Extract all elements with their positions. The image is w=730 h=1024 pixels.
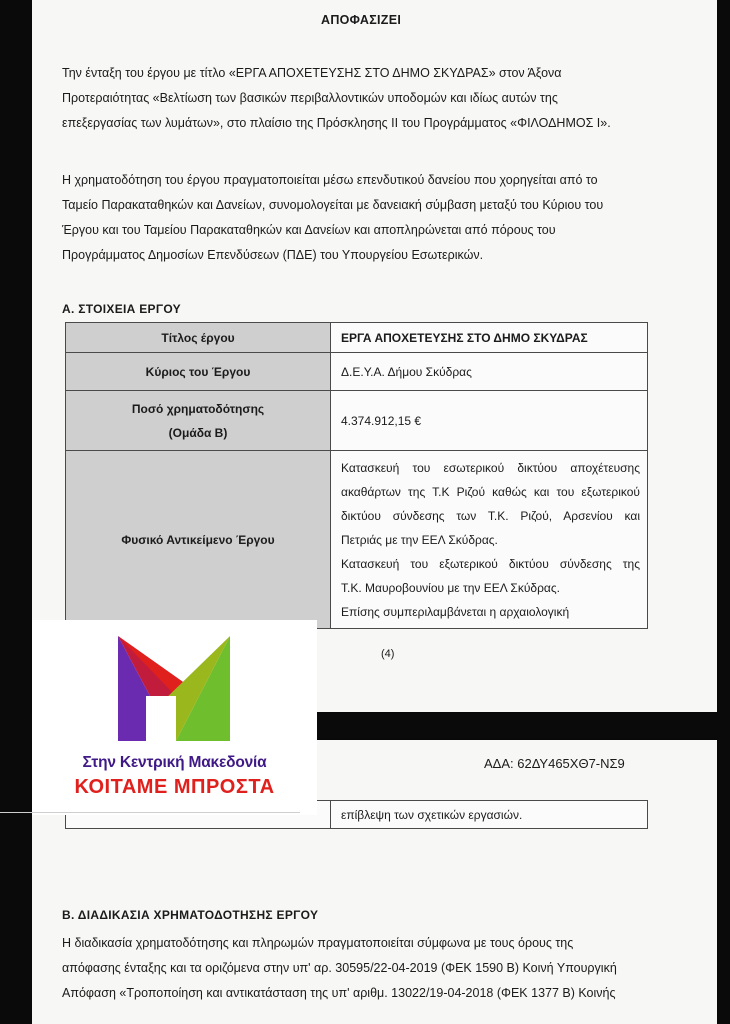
project-title-label: Τίτλος έργου: [66, 323, 331, 353]
ada-code: ΑΔΑ: 62ΔΥ465ΧΘ7-ΝΣ9: [484, 756, 625, 771]
paragraph-procedure: [62, 931, 672, 1006]
description-line: Κατασκευή του εξωτερικού δικτύου σύνδεσης της: [341, 556, 640, 571]
description-line: δικτύου σύνδεσης των Τ.Κ. Ριζού, Αρσενίου και: [341, 508, 640, 523]
text-line: Η διαδικασία χρηματοδότησης και πληρωμών πραγματοποιείται σύμφωνα με τους όρους της: [62, 936, 574, 950]
page-number: (4): [381, 648, 395, 660]
physical-object-value: [331, 451, 648, 629]
paragraph-funding: [62, 168, 672, 268]
text-line: Η χρηματοδότηση του έργου πραγματοποιείται μέσω επενδυτικού δανείου που χορηγείται από το: [62, 173, 598, 187]
funding-amount-label: [66, 391, 331, 451]
text-line: Προγράμματος Δημοσίων Επενδύσεων (ΠΔΕ) του Υπουργείου Εσωτερικών.: [62, 248, 484, 262]
text-line: Την ένταξη του έργου με τίτλο «ΕΡΓΑ ΑΠΟΧΕΤΕΥΣΗΣ ΣΤΟ ΔΗΜΟ ΣΚΥΔΡΑΣ» στον Άξονα: [62, 66, 562, 80]
description-line: Τ.Κ. Μαυροβουνίου με την ΕΕΛ Σκύδρας.: [341, 580, 560, 595]
logo-slogan: ΚΟΙΤΑΜΕ ΜΠΡΟΣΤΑ: [74, 776, 275, 798]
project-details-table: [65, 322, 648, 629]
table-row: [66, 391, 648, 451]
text-line: Ταμείο Παρακαταθηκών και Δανείων, συνομολογείται με δανειακή σύμβαση μεταξύ του Κύριου του: [62, 198, 604, 212]
description-line: Πετριάς με την ΕΕΛ Σκύδρας.: [341, 532, 498, 547]
description-line: ακαθάρτων της Τ.Κ Ριζού καθώς και του εξωτερικού: [341, 484, 640, 499]
continued-description: επίβλεψη των σχετικών εργασιών.: [331, 801, 648, 829]
text-line: Απόφαση «Τροποποίηση και αντικατάσταση της υπ' αριθμ. 13022/19-04-2018 (ΦΕΚ 1377 Β) Κοινής: [62, 986, 616, 1000]
table-row: [66, 353, 648, 391]
decision-heading: ΑΠΟΦΑΣΙΖΕΙ: [321, 13, 402, 27]
table-row: [66, 451, 648, 629]
label-line: (Ομάδα Β): [168, 425, 228, 440]
paragraph-inclusion: [62, 61, 672, 136]
section-b-heading: Β. ΔΙΑΔΙΚΑΣΙΑ ΧΡΗΜΑΤΟΔΟΤΗΣΗΣ ΕΡΓΟΥ: [62, 908, 319, 922]
funding-amount-value: 4.374.912,15 €: [331, 391, 648, 451]
physical-object-label: Φυσικό Αντικείμενο Έργου: [66, 451, 331, 629]
project-owner-label: Κύριος του Έργου: [66, 353, 331, 391]
project-title-value: ΕΡΓΑ ΑΠΟΧΕΤΕΥΣΗΣ ΣΤΟ ΔΗΜΟ ΣΚΥΔΡΑΣ: [331, 323, 648, 353]
text-line: απόφασης ένταξης και τα οριζόμενα στην υπ' αρ. 30595/22-04-2019 (ΦΕΚ 1590 Β) Κοινή Υπουργική: [62, 961, 617, 975]
section-a-heading: Α. ΣΤΟΙΧΕΙΑ ΕΡΓΟΥ: [62, 302, 181, 316]
divider: [0, 812, 300, 813]
description-line: Επίσης συμπεριλαμβάνεται η αρχαιολογική: [341, 604, 570, 619]
table-row: [66, 323, 648, 353]
logo-tagline: Στην Κεντρική Μακεδονία: [82, 754, 267, 771]
project-owner-value: Δ.Ε.Υ.Α. Δήμου Σκύδρας: [331, 353, 648, 391]
description-line: Κατασκευή του εσωτερικού δικτύου αποχέτευσης: [341, 460, 640, 475]
m-logo-icon: [118, 636, 230, 741]
campaign-logo: [32, 620, 317, 815]
text-line: Έργου και του Ταμείου Παρακαταθηκών και Δανείων και αποπληρώνεται από πόρους του: [62, 223, 556, 237]
text-line: επεξεργασίας των λυμάτων», στο πλαίσιο της Πρόσκλησης ΙΙ του Προγράμματος «ΦΙΛΟΔΗΜΟΣ Ι».: [62, 116, 611, 130]
text-line: Προτεραιότητας «Βελτίωση των βασικών περιβαλλοντικών υποδομών και ιδίως αυτών της: [62, 91, 558, 105]
label-line: Ποσό χρηματοδότησης: [131, 401, 265, 416]
document-page-1: [32, 0, 717, 712]
